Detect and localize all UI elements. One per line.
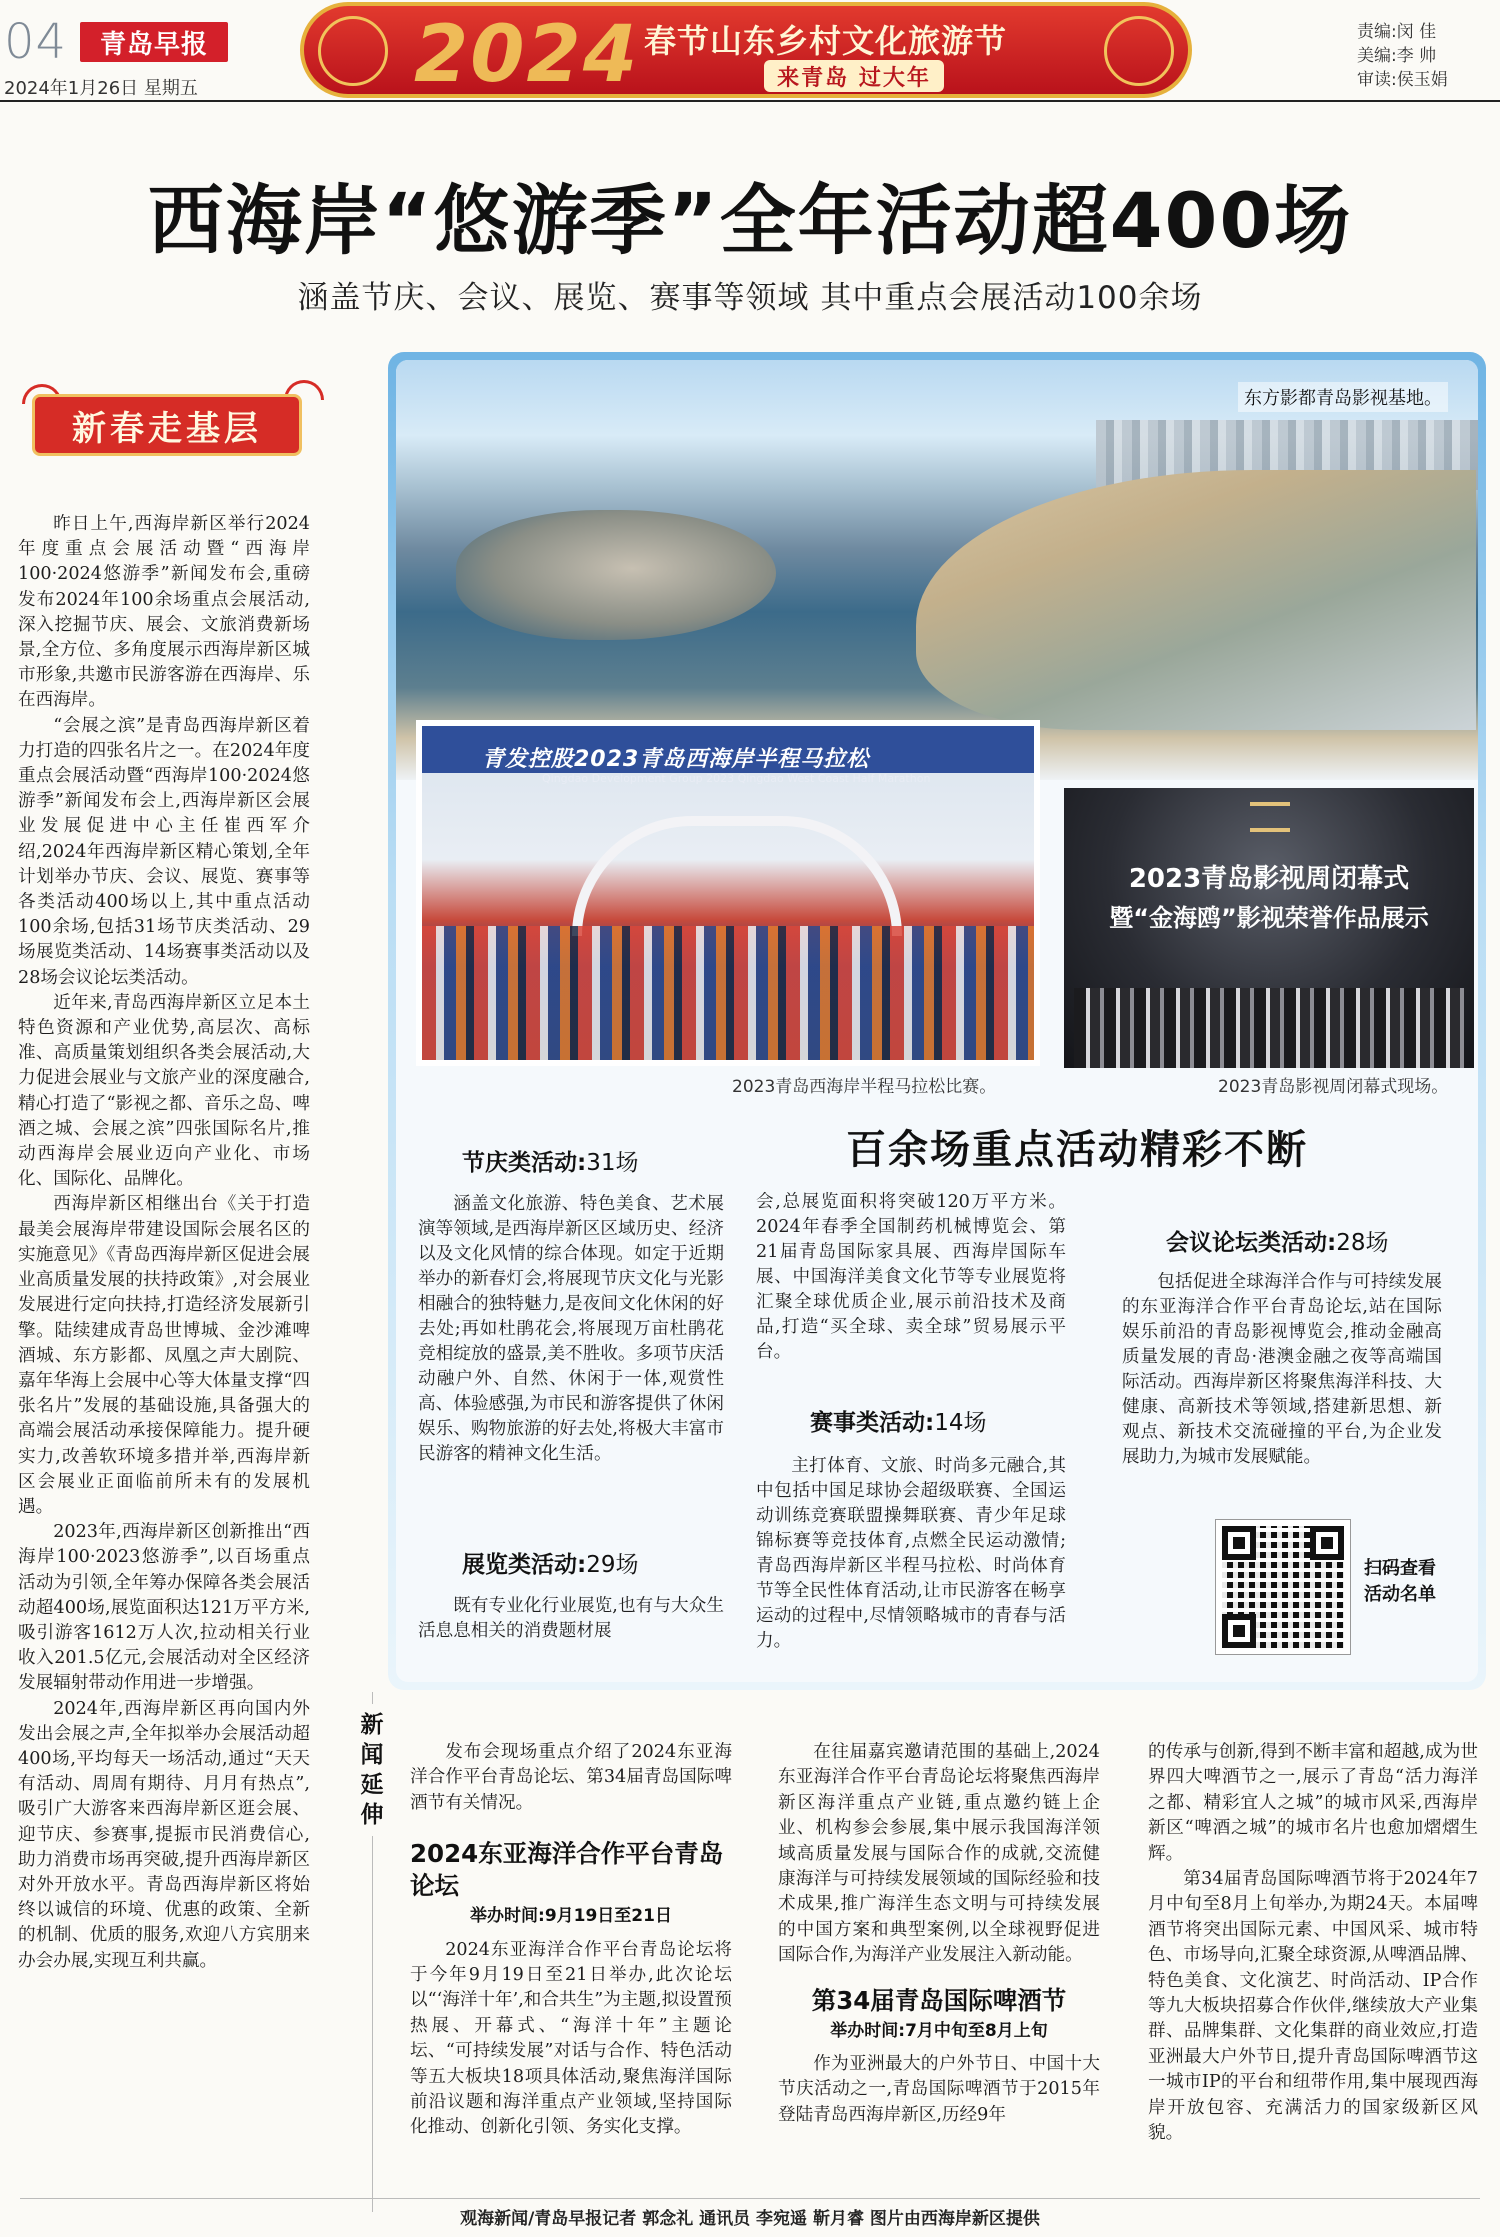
paragraph: 既有专业化行业展览,也有与大众生活息息相关的消费题材展 <box>418 1596 724 1641</box>
headline: 西海岸“悠游季”全年活动超400场 <box>147 176 1353 265</box>
bottom-column-3 <box>1148 1740 1478 2147</box>
paragraph: 包括促进全球海洋合作与可持续发展的东亚海洋合作平台青岛论坛,站在国际娱乐前沿的青岛影视博览会,推动金融高质量发展的青岛·港澳金融之夜等高端国际活动。西海岸新区将聚焦海洋科技、大健康、高新技术等领域,搭建新思想、新观点、新技术交流碰撞的平台,为企业发展助力,为城市发展赋能。 <box>1122 1272 1442 1467</box>
marathon-banner-text: 青发控股2023青岛西海岸半程马拉松 <box>482 747 870 772</box>
header-divider <box>0 100 1500 102</box>
paragraph: 2024东亚海洋合作平台青岛论坛将于今年9月19日至21日举办,此次论坛以“‘海洋十年’,和合共生”为主题,拟设置预热展、开幕式、“海洋十年”主题论坛、“可持续发展”对话与合作、特色活动等五大板块18项具体活动,聚焦海洋国际前沿议题和海洋重点产业领域,坚持国际化推动、创新化引领、务实化支撑。 <box>410 1939 732 2138</box>
paragraph: 作为亚洲最大的户外节日、中国十大节庆活动之一,青岛国际啤酒节于2015年登陆青岛西海岸新区,历经9年 <box>778 2054 1100 2125</box>
qr-finder <box>1222 1614 1256 1648</box>
paragraph: 会,总展览面积将突破120万平方米。2024年春季全国制药机械博览会、第21届青岛国际家具展、西海岸国际车展、中国海洋美食文化节等专业展览将汇聚全球优质企业,展示前沿技术及商品,打造“买全球、卖全球”贸易展示平台。 <box>756 1192 1066 1362</box>
marathon-banner-en: Qingdao Development Group 2023 Qingdao West Coast Half Marathon <box>542 772 931 785</box>
paragraph: 第34届青岛国际啤酒节将于2024年7月中旬至8月上旬举办,为期24天。本届啤酒节将突出国际元素、中国风采、城市特色、市场导向,汇聚全球资源,从啤酒品牌、特色美食、文化演艺、时尚活动、IP合作等九大板块招募合作伙伴,继续放大产业集群、品牌集群、文化集群的商业效应,打造亚洲最大户外节日,提升青岛国际啤酒节这一城市IP的平台和纽带作用,集中展现西海岸开放包容、充满活力的国家级新区风貌。 <box>1148 1869 1478 2144</box>
film-week-subtitle: 暨“金海鸥”影视荣誉作品展示 <box>1109 904 1429 932</box>
qr-finder <box>1310 1526 1344 1560</box>
section-forum-body <box>1122 1270 1442 1470</box>
bottom-column-2 <box>778 1740 1100 2128</box>
editor-credits <box>1357 20 1448 92</box>
qr-finder <box>1222 1526 1256 1560</box>
section-label: 会议论坛类活动: <box>1166 1230 1337 1256</box>
start-arch <box>572 816 902 936</box>
paragraph: 涵盖文化旅游、特色美食、艺术展演等领域,是西海岸新区区域历史、经济以及文化风情的综合体现。如定于近期举办的新春灯会,将展现节庆文化与光影相融合的独特魅力,是夜间文化休闲的好去处;再如杜鹃花会,将展现万亩杜鹃花竞相绽放的盛景,美不胜收。多项节庆活动融户外、自然、休闲于一体,观赏性高、体验感强,为市民和游客提供了休闲娱乐、购物旅游的好去处,将极大丰富市民游客的精神文化生活。 <box>418 1194 724 1464</box>
byline-credit: 观海新闻/青岛早报记者 郭念礼 通讯员 李宛遥 靳月睿 图片由西海岸新区提供 <box>460 2209 1040 2229</box>
lead-article <box>18 512 310 1974</box>
paragraph: 近年来,青岛西海岸新区立足本土特色资源和产业优势,高层次、高标准、高质量策划组织各类会展活动,大力促进会展业与文旅产业的深度融合,精心打造了“影视之都、音乐之岛、啤酒之城、会展之滨”四张国际名片,推动西海岸会展业迈向产业化、市场化、国际化、品牌化。 <box>18 992 310 1190</box>
film-week-title: 2023青岛影视周闭幕式 <box>1128 864 1410 894</box>
section-label: 展览类活动: <box>462 1552 587 1578</box>
art-editor: 美编:李 帅 <box>1357 46 1437 66</box>
paragraph: 2023年,西海岸新区创新推出“西海岸100·2023悠游季”,以百场重点活动为引领,全年筹办保障各类会展活动超400场,展览面积达121万平方米,吸引游客1612万人次,拉动相关行业收入201.5亿元,会展活动对全区经济发展辐射带动作用进一步增强。 <box>18 1522 310 1694</box>
feature-title: 百余场重点活动精彩不断 <box>846 1127 1308 1173</box>
photo-caption: 东方影都青岛影视基地。 <box>1238 382 1448 412</box>
kicker-label: 新春走基层 <box>32 394 302 456</box>
section-sports-title <box>810 1404 986 1437</box>
feature-inner <box>396 360 1478 1682</box>
proofreader: 审读:侯玉娟 <box>1357 70 1448 90</box>
forum-time: 举办时间:9月19日至21日 <box>470 1906 672 1927</box>
banner-year: 2024 <box>414 10 640 98</box>
bottom-column-1 <box>410 1740 732 2141</box>
stage-crowd <box>1074 988 1464 1068</box>
banner-subtitle: 来青岛 过大年 <box>764 60 944 92</box>
section-count: 28场 <box>1336 1230 1389 1256</box>
section-count: 31场 <box>586 1150 639 1176</box>
page-header <box>0 0 1500 100</box>
section-expo-title <box>462 1546 638 1579</box>
photo-beach <box>916 470 1476 730</box>
film-week-photo <box>1064 788 1474 1068</box>
qr-code-icon[interactable] <box>1216 1520 1350 1654</box>
qr-label <box>1364 1556 1436 1608</box>
section-festival-body <box>418 1192 724 1467</box>
news-extension-label: 新闻延伸 <box>352 1704 392 1836</box>
aerial-photo <box>396 360 1478 780</box>
chief-editor: 责编:闵 佳 <box>1357 22 1437 42</box>
paragraph: 昨日上午,西海岸新区举行2024年度重点会展活动暨“西海岸100·2024悠游季”新闻发布会,重磅发布2024年100余场重点会展活动,深入挖掘节庆、展会、文旅消费新场景,全方位、多角度展示西海岸新区城市形象,共邀市民游客游在西海岸、乐在西海岸。 <box>18 514 310 711</box>
festival-banner <box>300 2 1192 98</box>
beer-time: 举办时间:7月中旬至8月上旬 <box>830 2020 1048 2041</box>
photo-caption: 2023青岛影视周闭幕式现场。 <box>1218 1077 1449 1097</box>
feature-box <box>388 352 1486 1690</box>
photo-caption: 2023青岛西海岸半程马拉松比赛。 <box>732 1077 997 1097</box>
section-count: 14场 <box>934 1410 987 1436</box>
film-week-logo-icon <box>1250 802 1290 832</box>
page-number: 04 <box>4 14 68 70</box>
paragraph: 2024年,西海岸新区再向国内外发出会展之声,全年拟举办会展活动超400场,平均每天一场活动,通过“天天有活动、周周有期待、月月有热点”,吸引广大游客来西海岸新区逛会展、迎节庆、参赛事,提振市民消费信心,助力消费市场再突破,提升西海岸新区对外开放水平。青岛西海岸新区将始终以诚信的环境、优惠的政策、全新的机制、优质的服务,欢迎八方宾朋来办会办展,实现互利共赢。 <box>18 1698 310 1971</box>
section-count: 29场 <box>586 1552 639 1578</box>
paragraph: 主打体育、文旅、时尚多元融合,其中包括中国足球协会超级联赛、全国运动训练竞赛联盟操舞联赛、青少年足球锦标赛等竞技体育,点燃全民运动激情;青岛西海岸新区半程马拉松、时尚体育节等全民性体育活动,让市民游客在畅享运动的过程中,尽情领略城市的青春与活力。 <box>756 1456 1066 1651</box>
qr-label-line: 扫码查看 <box>1364 1558 1436 1579</box>
photo-island <box>456 510 776 640</box>
section-sports-body <box>756 1454 1066 1654</box>
beer-heading: 第34届青岛国际啤酒节 <box>811 1985 1067 2015</box>
section-label: 赛事类活动: <box>810 1410 935 1436</box>
runners-crowd <box>422 926 1034 1066</box>
cloud-ornament-icon <box>318 16 388 86</box>
qr-label-line: 活动名单 <box>1364 1584 1436 1605</box>
section-expo-body-b <box>756 1190 1066 1365</box>
banner-title: 春节山东乡村文化旅游节 <box>644 22 1008 60</box>
subheadline: 涵盖节庆、会议、展览、赛事等领域 其中重点会展活动100余场 <box>297 280 1203 316</box>
masthead-logo: 青岛早报 <box>80 22 228 62</box>
forum-heading: 2024东亚海洋合作平台青岛论坛 <box>410 1839 724 1901</box>
marathon-photo <box>416 720 1040 1066</box>
section-label: 节庆类活动: <box>462 1150 587 1176</box>
paragraph: 发布会现场重点介绍了2024东亚海洋合作平台青岛论坛、第34届青岛国际啤酒节有关情况。 <box>410 1742 732 1813</box>
credit-divider <box>20 2198 1480 2199</box>
paragraph: 西海岸新区相继出台《关于打造最美会展海岸带建设国际会展名区的实施意见》《青岛西海岸新区促进会展业高质量发展的扶持政策》,对会展业发展进行定向扶持,打造经济发展新引擎。陆续建成青岛世博城、金沙滩啤酒城、东方影都、凤凰之声大剧院、嘉年华海上会展中心等大体量支撑“四张名片”发展的基础设施,具备强大的高端会展活动承接保障能力。提升硬实力,改善软环境多措并举,西海岸新区会展业正面临前所未有的发展机遇。 <box>18 1194 310 1517</box>
cloud-ornament-icon <box>1104 16 1174 86</box>
section-festival-title <box>462 1144 638 1177</box>
paragraph: 在往届嘉宾邀请范围的基础上,2024东亚海洋合作平台青岛论坛将聚焦西海岸新区海洋重点产业链,重点邀约链上企业、机构参会参展,集中展示我国海洋领域高质量发展与国际合作的成就,交流健康海洋与可持续发展领域的国际经验和技术成果,推广海洋生态文明与可持续发展的中国方案和典型案例,以全球视野促进国际合作,为海洋产业发展注入新动能。 <box>778 1742 1100 1966</box>
issue-date: 2024年1月26日 星期五 <box>4 78 198 99</box>
paragraph: 的传承与创新,得到不断丰富和超越,成为世界四大啤酒节之一,展示了青岛“活力海洋之都、精彩宜人之城”的城市风采,西海岸新区“啤酒之城”的城市名片也愈加熠熠生辉。 <box>1148 1742 1478 1864</box>
paragraph: “会展之滨”是青岛西海岸新区着力打造的四张名片之一。在2024年度重点会展活动暨“西海岸100·2024悠游季”新闻发布会上,西海岸新区会展业发展促进中心主任崔西军介绍,2024年西海岸新区精心策划,全年计划举办节庆、会议、展览、赛事等各类活动400场以上,其中重点活动100余场,包括31场节庆类活动、29场展览类活动、14场赛事类活动以及28场会议论坛类活动。 <box>18 715 310 988</box>
column-kicker <box>22 374 324 474</box>
section-expo-body-a <box>418 1594 724 1644</box>
section-forum-title <box>1166 1224 1388 1257</box>
